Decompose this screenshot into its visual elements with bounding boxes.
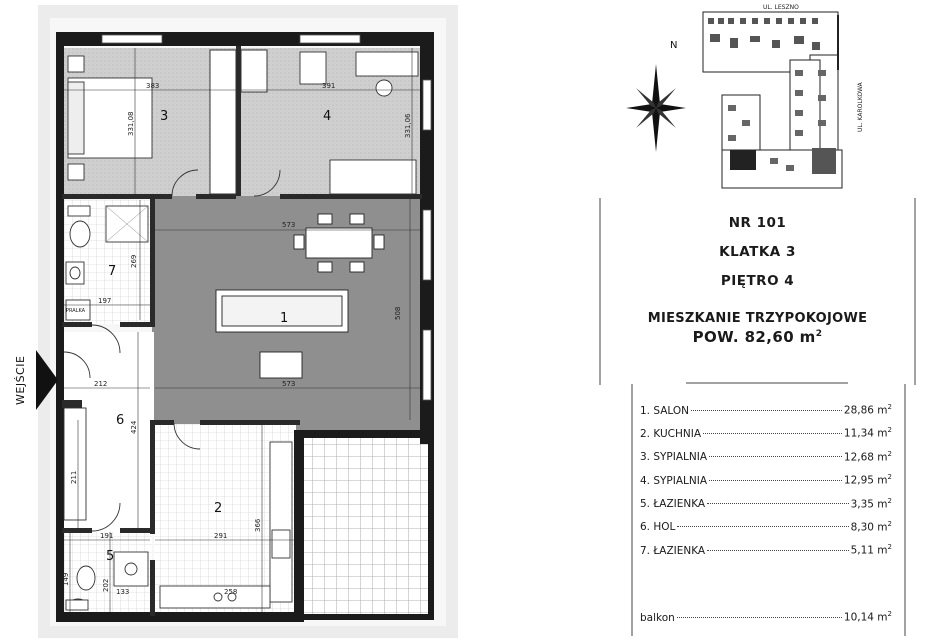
room-area-unit: 2 [887, 473, 892, 482]
dim-r5-width-2: 133 [116, 588, 130, 596]
room-number-1: 1 [280, 311, 289, 326]
room-area-value: 11,34 m [843, 427, 888, 440]
room-area [851, 497, 892, 511]
room-number-4: 4 [323, 109, 332, 124]
room-row [640, 473, 892, 496]
room-name: 3. SYPIALNIA [640, 451, 708, 464]
balcony-name: balkon [640, 611, 675, 624]
room-area-value: 12,95 m [843, 474, 888, 487]
room-area-value: 3,35 m [850, 498, 888, 511]
room-number-5: 5 [106, 549, 115, 564]
room-number-2: 2 [214, 501, 223, 516]
balcony-floor [304, 438, 428, 616]
compass-rose-icon [626, 64, 686, 152]
street-label-karolkowa: UL. KAROLKOWA [857, 82, 864, 132]
dim-r3-width: 383 [146, 82, 160, 90]
dim-hall-height: 424 [130, 420, 138, 434]
room-area-unit: 2 [887, 543, 892, 552]
dot-leader [703, 433, 842, 434]
balcony-row [640, 610, 892, 633]
floor-label: PIĘTRO 4 [720, 273, 795, 289]
apartment-info [600, 215, 915, 346]
dot-leader [707, 550, 848, 551]
dim-kitchen-unit: 258 [224, 588, 238, 596]
dot-leader [691, 410, 842, 411]
room-area-value: 28,86 m [843, 404, 888, 417]
balcony-row-wrap [640, 610, 892, 633]
apartment-number: NR 101 [728, 215, 787, 231]
room-area-unit: 2 [887, 449, 892, 458]
dot-leader [709, 480, 842, 481]
dot-leader [709, 456, 842, 457]
room-name: 5. ŁAZIENKA [640, 498, 706, 511]
room-area [844, 426, 892, 440]
pralka-label: PRALKA [66, 308, 86, 314]
room-row [640, 543, 892, 566]
room-area [844, 403, 892, 417]
room-area [844, 473, 892, 487]
dim-hall-height-2: 211 [70, 470, 78, 484]
hall-wardrobe [64, 408, 86, 520]
room-area-unit: 2 [887, 403, 892, 411]
dim-r5-height-2: 202 [102, 578, 110, 592]
dim-kitchen-height: 366 [254, 518, 262, 532]
room-number-3: 3 [160, 109, 169, 124]
room-area-unit: 2 [887, 426, 892, 435]
room-number-6: 6 [116, 413, 125, 428]
street-label-leszno: UL. LESZNO [763, 4, 799, 11]
room-area-unit: 2 [887, 519, 892, 528]
apartment-type: MIESZKANIE TRZYPOKOJOWE [647, 311, 868, 326]
room-name: 4. SYPIALNIA [640, 474, 708, 487]
dim-r5-height: 149 [62, 572, 70, 586]
room-area-value: 8,30 m [850, 521, 888, 534]
room-row [640, 450, 892, 473]
room-area [851, 543, 892, 557]
dim-kitchen-width: 291 [214, 532, 228, 540]
dim-r4-height: 331,06 [404, 113, 412, 138]
apartment-area-unit: 2 [815, 329, 823, 339]
room-area [844, 450, 892, 464]
apartment-area-value: POW. 82,60 m [692, 328, 816, 346]
dim-r7-width: 197 [98, 297, 112, 305]
room-row [640, 497, 892, 520]
apartment-area [600, 328, 915, 346]
dim-hall-width: 212 [94, 380, 108, 388]
dim-salon-width-bottom: 573 [282, 380, 296, 388]
staircase-label: KLATKA 3 [719, 244, 796, 260]
dot-leader [677, 526, 848, 527]
room-list [640, 403, 892, 567]
room-row [640, 520, 892, 543]
balcony-area-unit: 2 [887, 610, 892, 618]
key-plan [703, 12, 842, 188]
dim-r3-height: 331,08 [127, 111, 135, 136]
room-name: 1. SALON [640, 404, 689, 417]
dim-r4-width: 391 [322, 82, 336, 90]
balcony-area-value: 10,14 m [843, 611, 888, 624]
room-number-7: 7 [108, 264, 117, 279]
room-name: 2. KUCHNIA [640, 427, 702, 440]
dim-r7-height: 269 [130, 254, 138, 268]
dot-leader [707, 503, 848, 504]
entrance-label: WEJŚCIE [14, 355, 27, 405]
dim-r5-width: 191 [100, 532, 114, 540]
dim-salon-height: 508 [394, 306, 402, 320]
room-area-value: 5,11 m [850, 544, 888, 557]
room-row [640, 403, 892, 426]
dot-leader [677, 617, 842, 618]
dim-salon-width-top: 573 [282, 221, 296, 229]
room-row [640, 426, 892, 449]
north-label: N [670, 40, 678, 51]
room-name: 7. ŁAZIENKA [640, 544, 706, 557]
room-area-value: 12,68 m [843, 451, 888, 464]
balcony-area [844, 610, 892, 624]
room-area-unit: 2 [887, 496, 892, 505]
coffee-table [260, 352, 302, 378]
room-name: 6. HOL [640, 521, 676, 534]
room-area [851, 520, 892, 534]
